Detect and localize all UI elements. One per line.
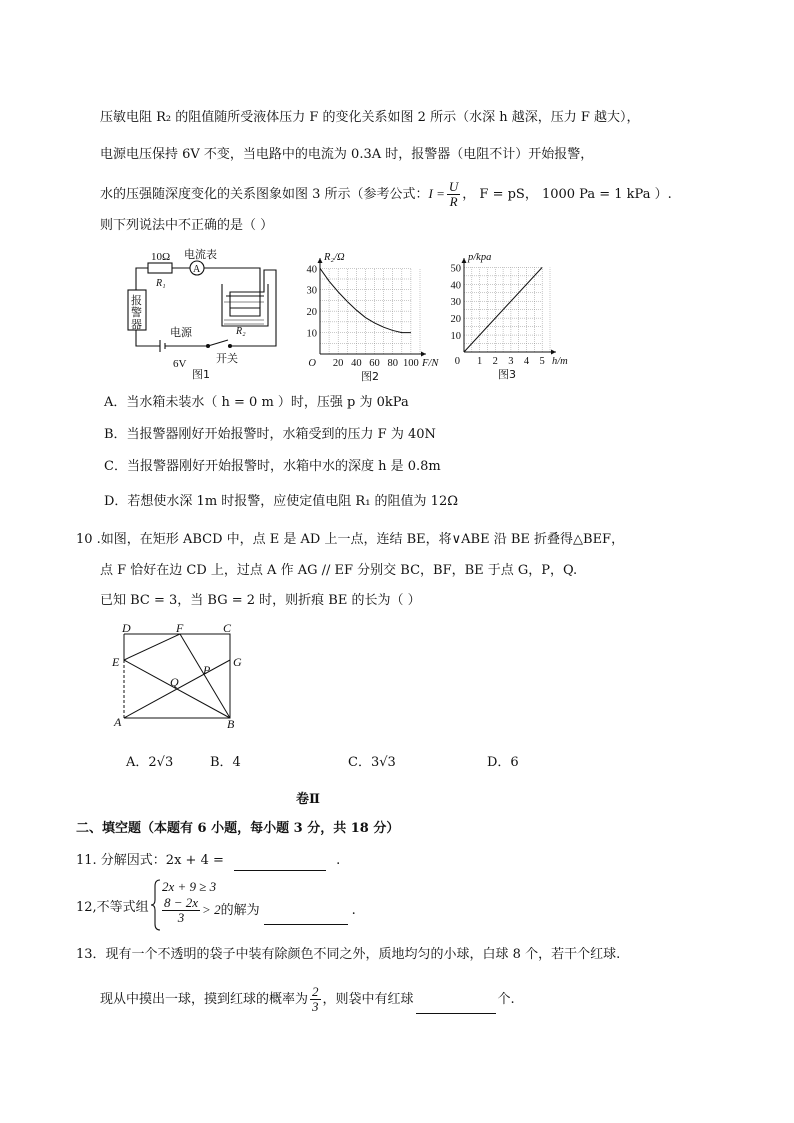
r1-label: R₁ — [156, 278, 166, 289]
resistor-r1 — [148, 263, 172, 273]
q9-option-c: C．当报警器刚好开始报警时，水箱中水的深度 h 是 0.8m — [104, 459, 441, 474]
formula-fraction — [447, 180, 460, 209]
q12-fraction — [162, 896, 200, 925]
q10-geometry-figure — [108, 620, 248, 732]
q12-inequality-1: 2x + 9 ≥ 3 — [162, 879, 217, 894]
label-G: G — [233, 655, 242, 669]
q12-prefix: 12,不等式组 — [76, 900, 149, 915]
q9-intro-line3 — [100, 180, 672, 209]
q9-option-a: A．当水箱未装水（ h = 0 m ）时，压强 p 为 0kPa — [104, 395, 409, 410]
y-tick-label: 10 — [306, 328, 317, 340]
q10-option-b: B．4 — [210, 755, 241, 770]
q11-end: . — [336, 853, 341, 868]
x-tick-label: 2 — [492, 356, 498, 367]
x-tick-label: 5 — [539, 356, 545, 367]
q13-text-b: ，则袋中有红球 — [322, 992, 414, 1007]
q13-line1: 13．现有一个不透明的袋子中装有除颜色不同之外，质地均匀的小球，白球 8 个，若干个红球. — [76, 947, 621, 962]
x-tick-label: 3 — [508, 356, 514, 367]
q11-answer-blank — [234, 856, 326, 871]
figure-caption: 图2 — [361, 370, 379, 383]
alarm-label — [131, 293, 142, 331]
x-tick-label: 40 — [351, 358, 362, 369]
q10-option-a: A．2√3 — [126, 755, 174, 770]
switch — [208, 340, 228, 346]
x-tick-label: 60 — [369, 358, 380, 369]
q13-frac-den: 3 — [312, 999, 319, 1014]
y-tick-label: 30 — [306, 285, 317, 297]
figure1-circuit — [118, 246, 290, 382]
q9-intro-line2: 电源电压保持 6V 不变，当电路中的电流为 0.3A 时，报警器（电阻不计）开始报警， — [100, 147, 594, 162]
label-C: C — [223, 621, 232, 635]
q10-line1: 10 .如图，在矩形 ABCD 中，点 E 是 AD 上一点，连结 BE，将∨ABE 沿 BE 折叠得△BEF， — [76, 532, 625, 547]
y-tick-label: 40 — [450, 280, 461, 292]
label-B: B — [227, 717, 235, 731]
q10-line3: 已知 BC = 3，当 BG = 2 时，则折痕 BE 的长为（ ） — [100, 593, 421, 608]
figure2-chart — [300, 240, 445, 385]
label-Q: Q — [170, 675, 179, 689]
x-tick-label: 4 — [523, 356, 530, 367]
label-F: F — [176, 621, 184, 635]
y-tick-label: 20 — [306, 307, 317, 319]
q13-line2 — [100, 985, 515, 1014]
volume-two-heading: 卷Ⅱ — [296, 792, 320, 807]
q13-text-a: 现从中摸出一球，摸到红球的概率为 — [100, 992, 309, 1007]
ammeter-symbol: A — [193, 264, 201, 275]
q9-option-d: D．若想使水深 1m 时报警，应使定值电阻 R₁ 的阻值为 12Ω — [104, 494, 459, 509]
q12-frac-den: 3 — [177, 910, 185, 925]
ammeter-label: 电流表 — [184, 248, 217, 261]
q13-text-c: 个. — [497, 992, 515, 1007]
y-tick-label: 50 — [450, 263, 461, 275]
switch-label: 开关 — [216, 352, 238, 365]
x-axis-arrow — [421, 352, 426, 357]
voltage-label: 6V — [173, 358, 187, 370]
x-tick-label: 1 — [477, 356, 483, 367]
x-tick-label: 80 — [387, 358, 398, 369]
y-axis-arrow — [318, 258, 323, 263]
q11-text: 11. 分解因式：2x + 4 = — [76, 853, 224, 868]
battery — [160, 340, 165, 352]
x-tick-label: 100 — [403, 358, 419, 369]
x-axis-label: F/N — [422, 358, 439, 369]
y-tick-label: 20 — [450, 314, 461, 326]
y-axis-arrow — [462, 258, 467, 263]
q12-frac-num: 8 − 2x — [164, 895, 199, 910]
origin-label: 0 — [454, 356, 460, 367]
q9-option-b: B．当报警器刚好开始报警时，水箱受到的压力 F 为 40N — [104, 427, 436, 442]
y-axis-label: p/kpa — [468, 252, 492, 263]
q12-answer-blank — [264, 910, 348, 925]
q13-fraction — [310, 985, 321, 1014]
q10-option-d: D．6 — [487, 755, 519, 770]
q9-intro-line3-text: 水的压强随深度变化的关系图象如图 3 所示（参考公式： — [100, 187, 429, 202]
resistor-r2 — [230, 308, 260, 316]
q10-option-c: C．3√3 — [348, 755, 396, 770]
q12-end: . — [351, 903, 356, 918]
alarm-char-3: 器 — [131, 318, 142, 331]
q10-line2: 点 F 恰好在边 CD 上，过点 A 作 AG // EF 分别交 BC，BF，BE 于点 G，P，Q. — [100, 563, 578, 578]
label-D: D — [122, 621, 131, 635]
formula-rest: ， F = pS， 1000 Pa = 1 kPa ）. — [462, 187, 672, 202]
formula-I: I = — [428, 186, 445, 201]
q9-intro-line4: 则下列说法中不正确的是（ ） — [100, 218, 274, 233]
x-axis-arrow — [551, 350, 556, 355]
origin-label: O — [308, 358, 316, 369]
segment-ef — [124, 634, 180, 660]
y-tick-label: 30 — [450, 297, 461, 309]
q12-suffix: 的解为 — [220, 903, 260, 918]
x-axis-label: h/m — [552, 356, 568, 367]
label-P: P — [203, 663, 211, 677]
q13-frac-num: 2 — [312, 984, 319, 999]
figure3-chart — [448, 240, 573, 385]
q9-intro-line1: 压敏电阻 R₂ 的阻值随所受液体压力 F 的变化关系如图 2 所示（水深 h 越深，压力 F 越大）， — [100, 110, 640, 125]
y-tick-label: 40 — [306, 264, 317, 276]
y-tick-label: 10 — [450, 331, 461, 343]
figure-caption: 图3 — [498, 368, 516, 381]
alarm-char-2: 警 — [131, 306, 142, 319]
q11 — [76, 851, 340, 871]
alarm-char-1: 报 — [131, 294, 142, 307]
x-tick-label: 20 — [332, 358, 344, 369]
y-axis-label: R₂/Ω — [324, 252, 345, 263]
formula-R: R — [449, 194, 458, 209]
label-E: E — [112, 655, 120, 669]
q12-inequality-2 — [160, 896, 356, 925]
label-A: A — [114, 715, 122, 729]
q13-answer-blank — [416, 999, 496, 1014]
r2-label: R₂ — [236, 326, 246, 337]
source-label: 电源 — [170, 326, 192, 339]
figure1-caption: 图1 — [192, 368, 210, 381]
fill-in-section-heading: 二、填空题（本题有 6 小题，每小题 3 分，共 18 分） — [76, 821, 400, 836]
formula-U: U — [448, 179, 459, 194]
q12-inequality-2-rest: > 2 — [202, 902, 221, 917]
r1-value: 10Ω — [151, 251, 171, 263]
